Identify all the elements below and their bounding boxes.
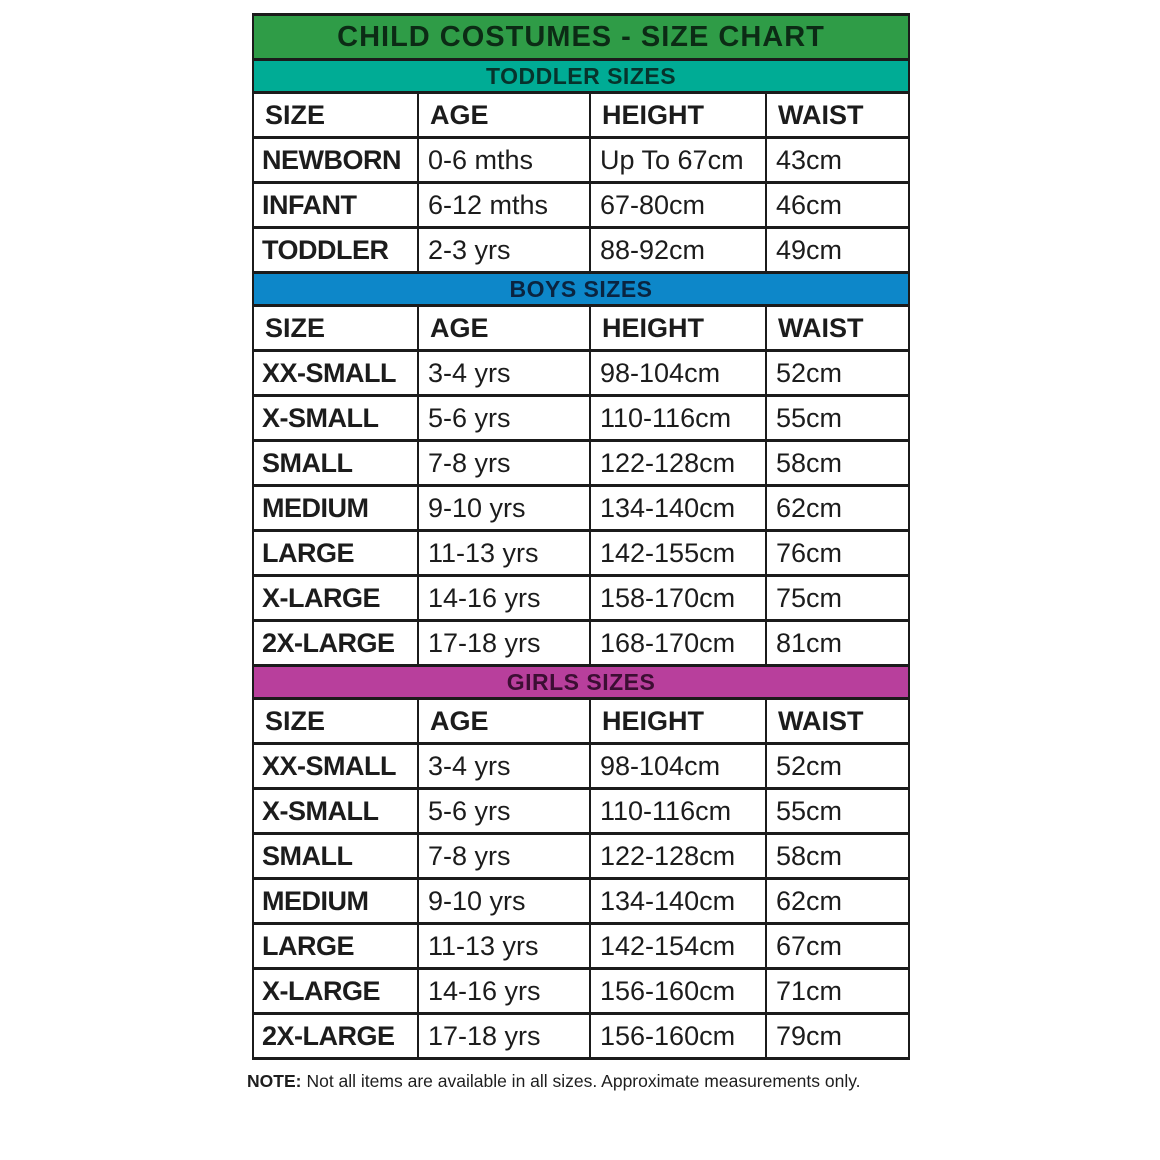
size-row (253, 969, 909, 1014)
age-value-cell: 17-18 yrs (418, 621, 590, 666)
size-row (253, 576, 909, 621)
section-bar-girls: GIRLS SIZES (253, 666, 909, 699)
section-row-girls (253, 666, 909, 699)
size-name-cell: X-LARGE (253, 969, 418, 1014)
age-value-cell: 9-10 yrs (418, 486, 590, 531)
waist-value-cell: 62cm (766, 879, 909, 924)
size-row (253, 183, 909, 228)
column-header-height: HEIGHT (590, 306, 766, 351)
age-value-cell: 17-18 yrs (418, 1014, 590, 1059)
column-header-size: SIZE (253, 93, 418, 138)
height-value-cell: 134-140cm (590, 879, 766, 924)
column-header-height: HEIGHT (590, 93, 766, 138)
height-value-cell: 67-80cm (590, 183, 766, 228)
height-value-cell: 156-160cm (590, 969, 766, 1014)
size-row (253, 138, 909, 183)
waist-value-cell: 67cm (766, 924, 909, 969)
size-row (253, 834, 909, 879)
footnote-text: Not all items are available in all sizes. Approximate measurements only. (306, 1071, 861, 1091)
height-value-cell: 122-128cm (590, 441, 766, 486)
column-header-age: AGE (418, 93, 590, 138)
size-row (253, 441, 909, 486)
waist-value-cell: 79cm (766, 1014, 909, 1059)
section-row-toddler (253, 60, 909, 93)
waist-value-cell: 43cm (766, 138, 909, 183)
waist-value-cell: 55cm (766, 396, 909, 441)
column-header-age: AGE (418, 699, 590, 744)
size-row (253, 351, 909, 396)
height-value-cell: 168-170cm (590, 621, 766, 666)
age-value-cell: 14-16 yrs (418, 969, 590, 1014)
age-value-cell: 11-13 yrs (418, 924, 590, 969)
size-row (253, 879, 909, 924)
height-value-cell: 142-154cm (590, 924, 766, 969)
age-value-cell: 9-10 yrs (418, 879, 590, 924)
waist-value-cell: 55cm (766, 789, 909, 834)
age-value-cell: 3-4 yrs (418, 351, 590, 396)
size-name-cell: SMALL (253, 441, 418, 486)
size-name-cell: INFANT (253, 183, 418, 228)
waist-value-cell: 52cm (766, 744, 909, 789)
size-chart-image (247, 13, 908, 1092)
height-value-cell: 88-92cm (590, 228, 766, 273)
column-header-waist: WAIST (766, 93, 909, 138)
age-value-cell: 5-6 yrs (418, 789, 590, 834)
title-row (253, 15, 909, 60)
size-row (253, 486, 909, 531)
waist-value-cell: 46cm (766, 183, 909, 228)
height-value-cell: 142-155cm (590, 531, 766, 576)
age-value-cell: 7-8 yrs (418, 441, 590, 486)
size-row (253, 1014, 909, 1059)
size-name-cell: X-SMALL (253, 789, 418, 834)
size-name-cell: LARGE (253, 531, 418, 576)
waist-value-cell: 58cm (766, 834, 909, 879)
age-value-cell: 5-6 yrs (418, 396, 590, 441)
section-row-boys (253, 273, 909, 306)
size-row (253, 924, 909, 969)
size-name-cell: XX-SMALL (253, 351, 418, 396)
size-name-cell: LARGE (253, 924, 418, 969)
size-name-cell: NEWBORN (253, 138, 418, 183)
height-value-cell: 158-170cm (590, 576, 766, 621)
footnote (247, 1071, 908, 1092)
size-name-cell: SMALL (253, 834, 418, 879)
column-header-age: AGE (418, 306, 590, 351)
waist-value-cell: 75cm (766, 576, 909, 621)
size-table-body (253, 15, 909, 1059)
height-value-cell: Up To 67cm (590, 138, 766, 183)
age-value-cell: 2-3 yrs (418, 228, 590, 273)
size-row (253, 531, 909, 576)
size-name-cell: 2X-LARGE (253, 1014, 418, 1059)
size-name-cell: X-SMALL (253, 396, 418, 441)
waist-value-cell: 52cm (766, 351, 909, 396)
age-value-cell: 14-16 yrs (418, 576, 590, 621)
size-name-cell: XX-SMALL (253, 744, 418, 789)
height-value-cell: 156-160cm (590, 1014, 766, 1059)
size-row (253, 621, 909, 666)
age-value-cell: 7-8 yrs (418, 834, 590, 879)
chart-title: CHILD COSTUMES - SIZE CHART (253, 15, 909, 60)
column-header-size: SIZE (253, 306, 418, 351)
section-bar-toddler: TODDLER SIZES (253, 60, 909, 93)
waist-value-cell: 62cm (766, 486, 909, 531)
waist-value-cell: 58cm (766, 441, 909, 486)
waist-value-cell: 81cm (766, 621, 909, 666)
size-name-cell: MEDIUM (253, 879, 418, 924)
size-row (253, 744, 909, 789)
column-header-row-toddler (253, 93, 909, 138)
size-name-cell: TODDLER (253, 228, 418, 273)
column-header-waist: WAIST (766, 699, 909, 744)
height-value-cell: 98-104cm (590, 351, 766, 396)
column-header-row-girls (253, 699, 909, 744)
size-name-cell: MEDIUM (253, 486, 418, 531)
size-name-cell: 2X-LARGE (253, 621, 418, 666)
size-row (253, 228, 909, 273)
waist-value-cell: 71cm (766, 969, 909, 1014)
age-value-cell: 0-6 mths (418, 138, 590, 183)
footnote-label: NOTE: (247, 1071, 302, 1091)
height-value-cell: 110-116cm (590, 396, 766, 441)
age-value-cell: 6-12 mths (418, 183, 590, 228)
size-row (253, 789, 909, 834)
height-value-cell: 98-104cm (590, 744, 766, 789)
age-value-cell: 3-4 yrs (418, 744, 590, 789)
size-chart-table (252, 13, 910, 1060)
age-value-cell: 11-13 yrs (418, 531, 590, 576)
height-value-cell: 110-116cm (590, 789, 766, 834)
waist-value-cell: 49cm (766, 228, 909, 273)
size-row (253, 396, 909, 441)
size-name-cell: X-LARGE (253, 576, 418, 621)
section-bar-boys: BOYS SIZES (253, 273, 909, 306)
column-header-row-boys (253, 306, 909, 351)
column-header-size: SIZE (253, 699, 418, 744)
column-header-height: HEIGHT (590, 699, 766, 744)
waist-value-cell: 76cm (766, 531, 909, 576)
height-value-cell: 122-128cm (590, 834, 766, 879)
column-header-waist: WAIST (766, 306, 909, 351)
height-value-cell: 134-140cm (590, 486, 766, 531)
